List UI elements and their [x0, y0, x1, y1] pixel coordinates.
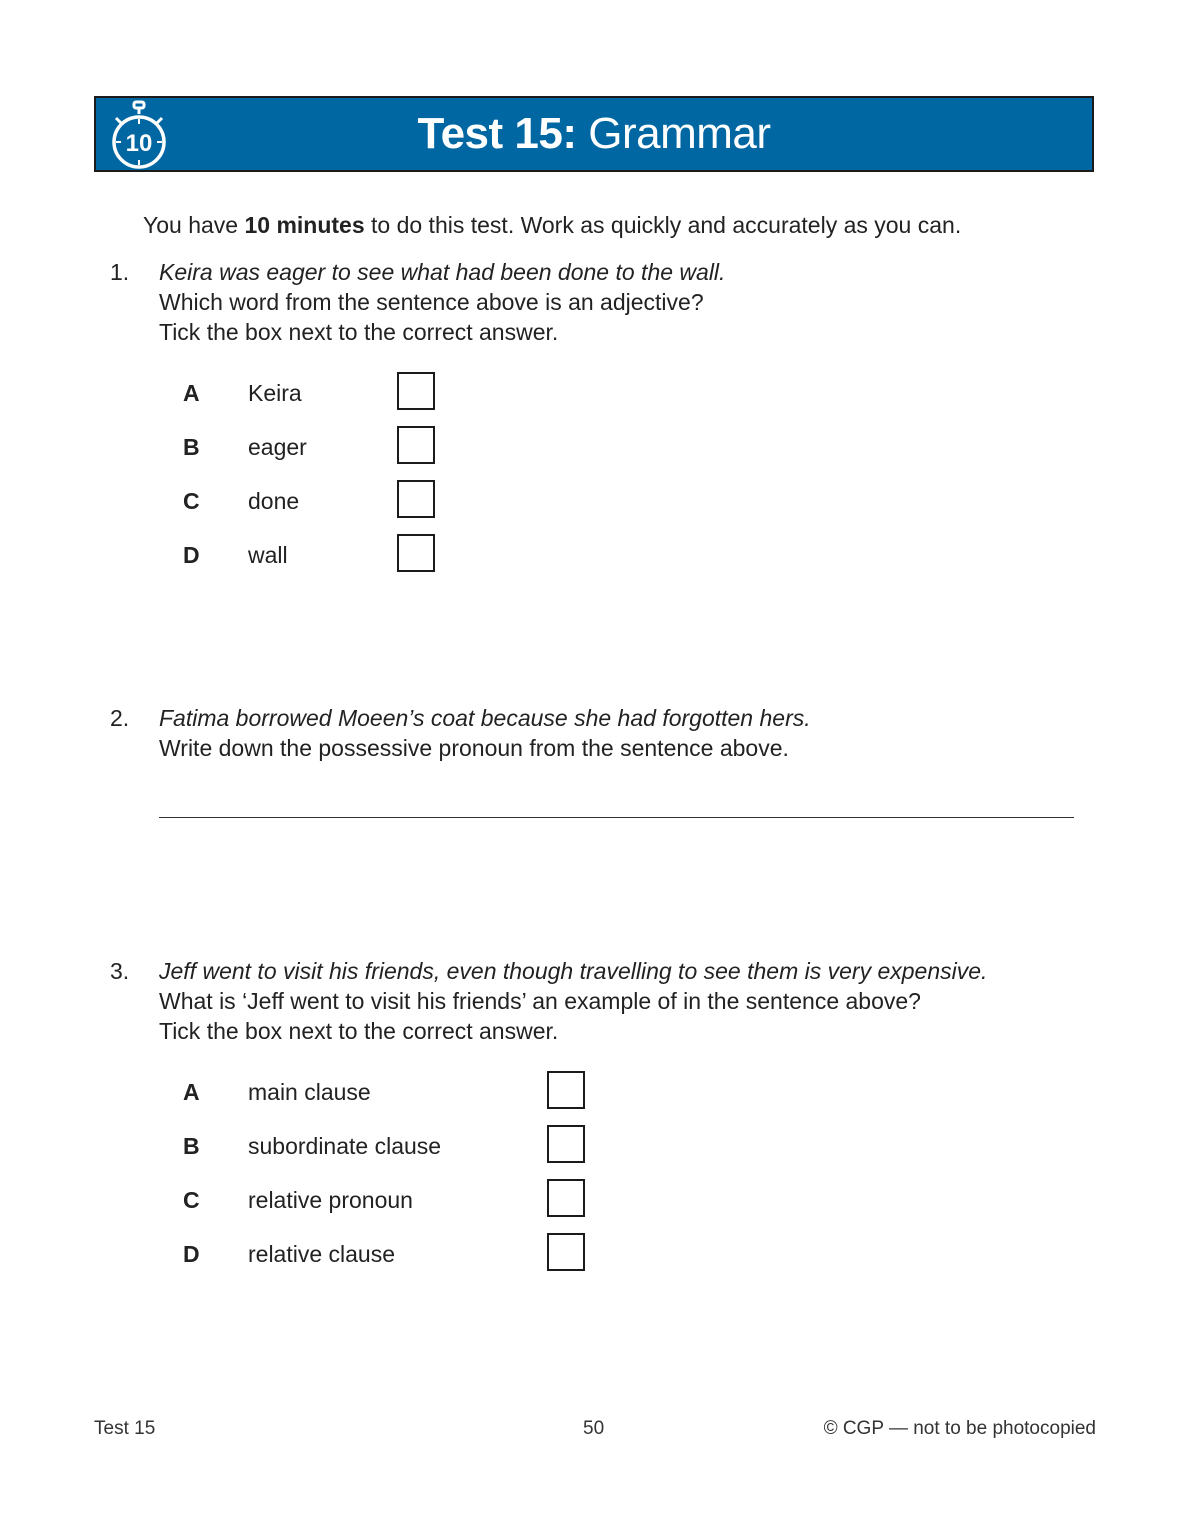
title-bold: Test 15: [417, 109, 577, 158]
intro-bold: 10 minutes [244, 212, 365, 238]
tick-box[interactable] [547, 1125, 585, 1163]
question-prompt: Write down the possessive pronoun from the sentence above. [159, 735, 789, 761]
question-prompt: Which word from the sentence above is an adjective? [159, 289, 704, 315]
question-number: 2. [110, 705, 130, 731]
footer-left: Test 15 [94, 1418, 156, 1439]
intro-pre: You have [143, 212, 245, 238]
tick-box[interactable] [547, 1233, 585, 1271]
question-prompt: What is ‘Jeff went to visit his friends’ an example of in the sentence above? [159, 988, 921, 1014]
title-banner [94, 96, 1094, 172]
page-title [417, 109, 770, 159]
title-rest: Grammar [588, 109, 771, 158]
option-letter: B [183, 434, 200, 460]
question-sentence: Jeff went to visit his friends, even though travelling to see them is very expensive. [159, 958, 988, 984]
page-number: 50 [583, 1418, 605, 1439]
option-text: relative pronoun [248, 1187, 413, 1213]
option-text: done [248, 488, 300, 514]
option-letter: D [183, 1241, 200, 1267]
intro-text [143, 212, 961, 239]
option-letter: D [183, 542, 200, 568]
question-sentence: Fatima borrowed Moeen’s coat because she had forgotten hers. [159, 705, 811, 731]
option-text: relative clause [248, 1241, 396, 1267]
tick-box[interactable] [547, 1071, 585, 1109]
question-sentence: Keira was eager to see what had been done to the wall. [159, 259, 726, 285]
option-text: main clause [248, 1079, 371, 1105]
tick-box[interactable] [397, 426, 435, 464]
option-text: subordinate clause [248, 1133, 442, 1159]
tick-box[interactable] [397, 480, 435, 518]
answer-line[interactable] [159, 817, 1074, 818]
question-number: 1. [110, 259, 130, 285]
question-number: 3. [110, 958, 130, 984]
copyright-notice: © CGP — not to be photocopied [823, 1418, 1096, 1439]
question-instruction: Tick the box next to the correct answer. [159, 1018, 559, 1044]
option-text: wall [248, 542, 288, 568]
question-instruction: Tick the box next to the correct answer. [159, 319, 559, 345]
tick-box[interactable] [547, 1179, 585, 1217]
option-letter: C [183, 488, 200, 514]
stopwatch-icon [110, 100, 168, 170]
option-letter: A [183, 1079, 200, 1105]
tick-box[interactable] [397, 372, 435, 410]
intro-post: to do this test. Work as quickly and accurately as you can. [364, 212, 962, 238]
option-letter: A [183, 380, 200, 406]
timer-value: 10 [125, 130, 153, 157]
option-text: eager [248, 434, 307, 460]
option-text: Keira [248, 380, 302, 406]
option-letter: B [183, 1133, 200, 1159]
tick-box[interactable] [397, 534, 435, 572]
option-letter: C [183, 1187, 200, 1213]
